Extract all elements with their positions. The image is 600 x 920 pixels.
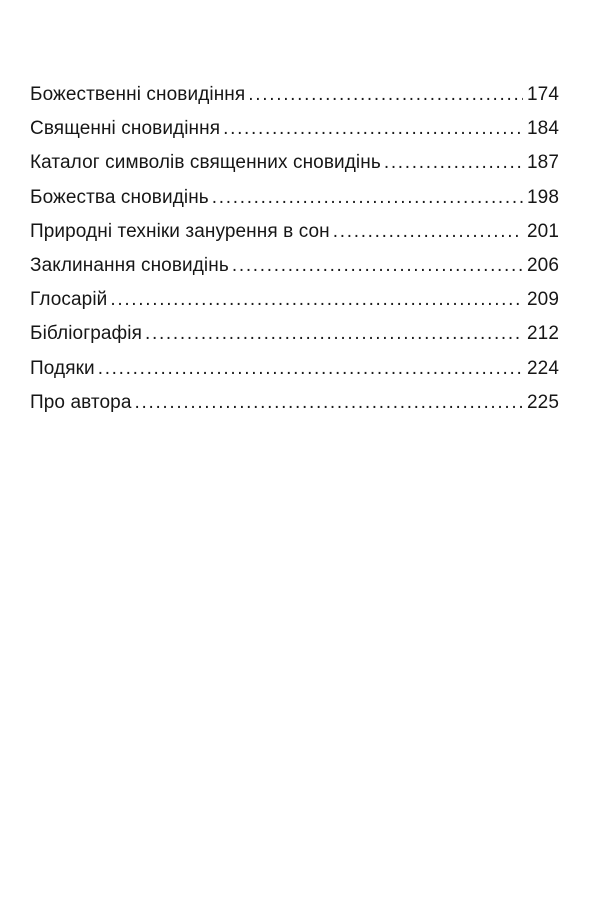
- toc-entry-page-number: 201: [526, 220, 559, 242]
- dot-leader: [232, 255, 523, 277]
- toc-entry: [30, 289, 559, 323]
- toc-entry-page-number: 224: [526, 357, 559, 379]
- dot-leader: [212, 187, 523, 209]
- dot-leader: [384, 152, 523, 174]
- toc-entry-page-number: 206: [526, 254, 559, 276]
- dot-leader: [110, 289, 523, 311]
- toc-entry-title: Священні сновидіння: [30, 118, 221, 140]
- toc-entry: [30, 392, 559, 426]
- toc-entry-title: Природні техніки занурення в сон: [30, 220, 330, 242]
- toc-entry-title: Каталог символів священних сновидінь: [30, 152, 381, 174]
- toc-entry-title: Заклинання сновидінь: [30, 254, 229, 276]
- toc-entry: [30, 152, 559, 186]
- toc-entry-page-number: 212: [526, 323, 559, 345]
- toc-entry: [30, 84, 559, 118]
- toc-entry-page-number: 174: [526, 84, 559, 105]
- toc-entry: [30, 221, 559, 255]
- dot-leader: [98, 358, 523, 380]
- toc-entry-title: Подяки: [30, 357, 95, 379]
- toc-entry-title: Глосарій: [30, 289, 108, 311]
- toc-entry-page-number: 198: [526, 186, 559, 208]
- toc-entry: [30, 255, 559, 289]
- dot-leader: [223, 118, 523, 140]
- toc-entry-page-number: 225: [526, 391, 559, 413]
- toc-entry-page-number: 184: [526, 118, 559, 140]
- dot-leader: [248, 84, 523, 106]
- table-of-contents: [30, 84, 559, 426]
- toc-entry: [30, 118, 559, 152]
- toc-entry-title: Про автора: [30, 391, 132, 413]
- dot-leader: [333, 221, 523, 243]
- dot-leader: [135, 392, 523, 414]
- dot-leader: [145, 323, 523, 345]
- toc-entry-page-number: 209: [526, 289, 559, 311]
- toc-entry-title: Божественні сновидіння: [30, 84, 246, 105]
- toc-entry-title: Бібліографія: [30, 323, 142, 345]
- toc-entry: [30, 187, 559, 221]
- toc-entry: [30, 358, 559, 392]
- toc-entry: [30, 323, 559, 357]
- toc-entry-title: Божества сновидінь: [30, 186, 209, 208]
- toc-entry-page-number: 187: [526, 152, 559, 174]
